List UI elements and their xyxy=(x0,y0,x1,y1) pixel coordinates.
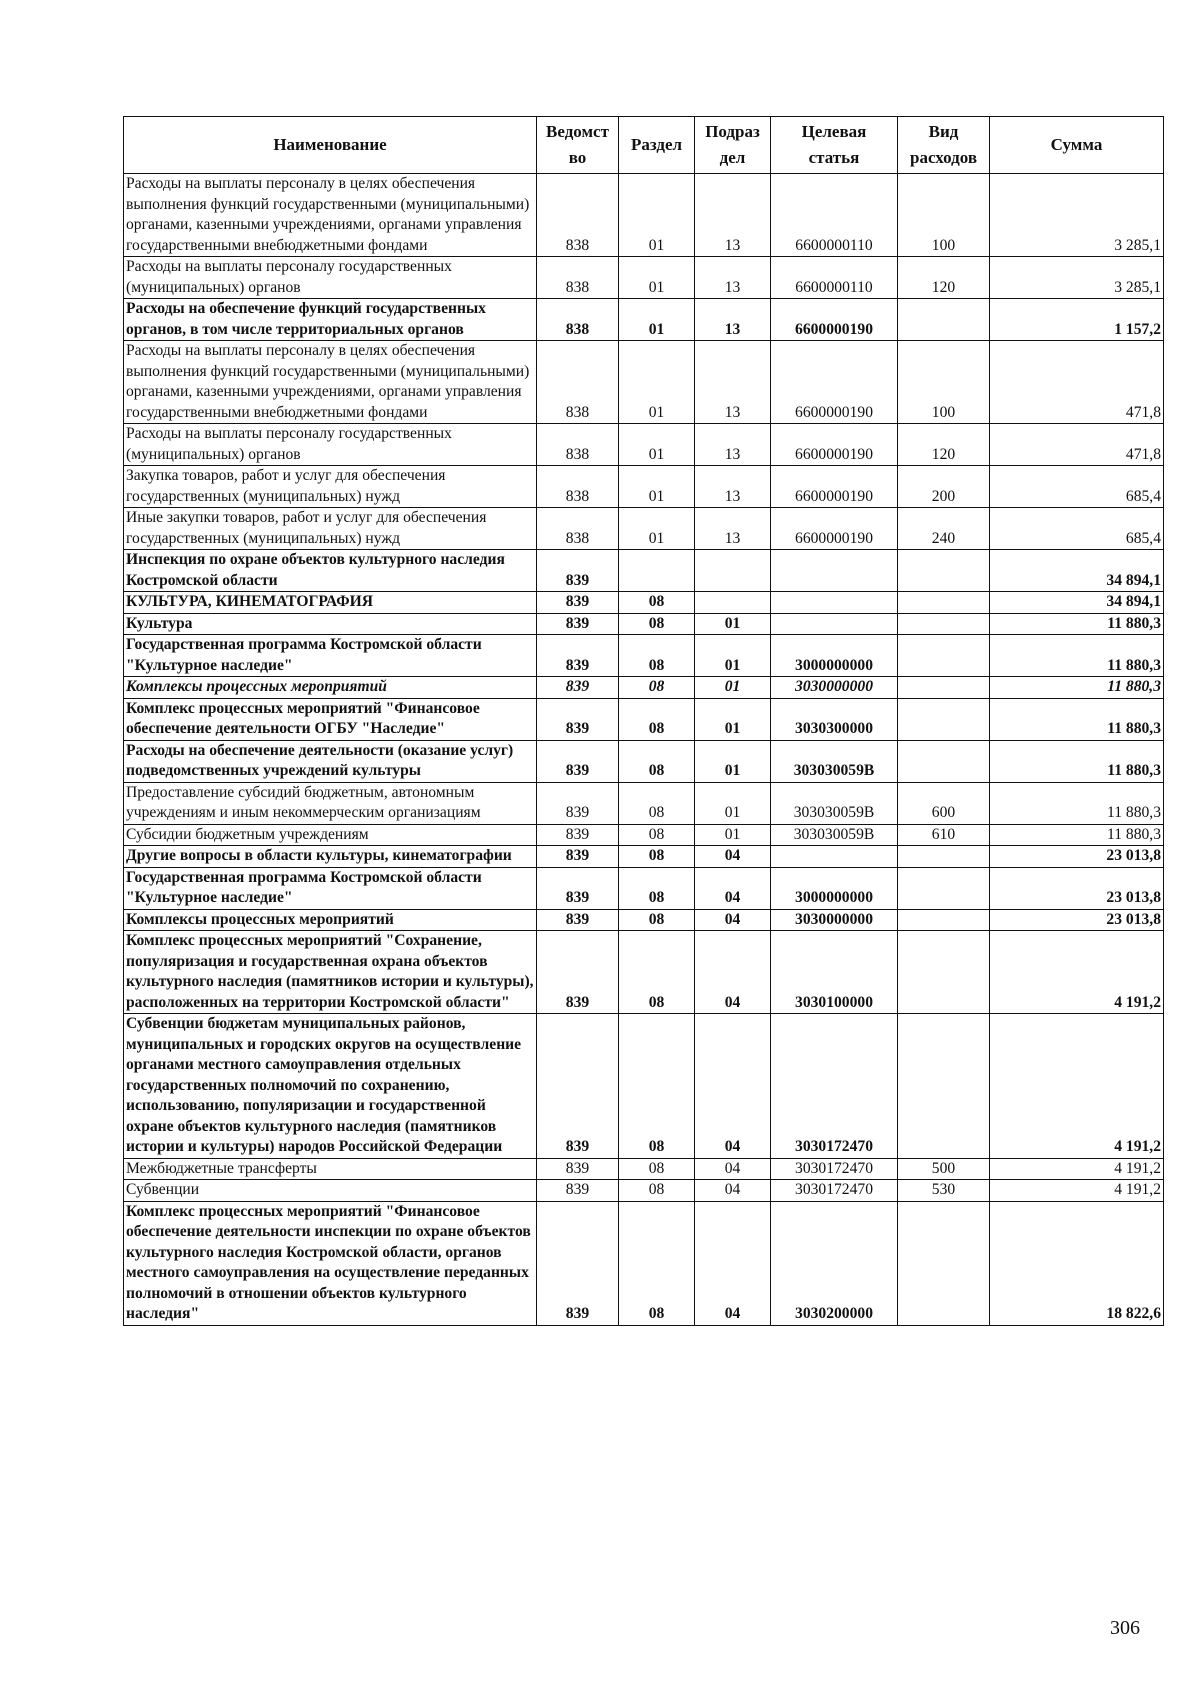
cell-celevaya-statya: 6600000190 xyxy=(771,299,898,341)
cell-vedomstvo: 839 xyxy=(537,867,619,909)
cell-celevaya-statya xyxy=(771,613,898,635)
cell-celevaya-statya xyxy=(771,846,898,868)
table-row xyxy=(124,257,1164,299)
table-row xyxy=(124,635,1164,677)
table-row xyxy=(124,846,1164,868)
cell-podrazdel: 13 xyxy=(695,508,771,550)
cell-summa: 34 894,1 xyxy=(990,550,1164,592)
cell-podrazdel xyxy=(695,550,771,592)
cell-name: Закупка товаров, работ и услуг для обеспечения государственных (муниципальных) нужд xyxy=(124,466,537,508)
cell-name: Расходы на выплаты персоналу в целях обеспечения выполнения функций государственными (муниципальными) органами, казенными учреждениями, органами управления государственными внебюджетными фондами xyxy=(124,341,537,424)
table-row xyxy=(124,824,1164,846)
cell-podrazdel: 04 xyxy=(695,1201,771,1325)
cell-razdel: 01 xyxy=(619,257,695,299)
cell-vid-rashodov xyxy=(898,677,990,699)
table-row xyxy=(124,1014,1164,1159)
cell-razdel: 08 xyxy=(619,1014,695,1159)
header-celevaya-statya: Целевая статья xyxy=(771,117,898,174)
cell-podrazdel: 04 xyxy=(695,1180,771,1202)
cell-razdel: 08 xyxy=(619,698,695,740)
table-row xyxy=(124,508,1164,550)
table-row xyxy=(124,341,1164,424)
cell-vid-rashodov xyxy=(898,550,990,592)
cell-vedomstvo: 839 xyxy=(537,909,619,931)
cell-podrazdel: 04 xyxy=(695,1014,771,1159)
cell-name: Расходы на обеспечение деятельности (оказание услуг) подведомственных учреждений культуры xyxy=(124,740,537,782)
table-row xyxy=(124,174,1164,257)
cell-vid-rashodov xyxy=(898,867,990,909)
cell-razdel: 08 xyxy=(619,782,695,824)
cell-podrazdel: 04 xyxy=(695,867,771,909)
cell-name: Субвенции xyxy=(124,1180,537,1202)
header-summa: Сумма xyxy=(990,117,1164,174)
table-row xyxy=(124,909,1164,931)
cell-vid-rashodov xyxy=(898,698,990,740)
cell-vedomstvo: 839 xyxy=(537,613,619,635)
cell-celevaya-statya: 6600000190 xyxy=(771,341,898,424)
table-row xyxy=(124,677,1164,699)
cell-summa: 23 013,8 xyxy=(990,846,1164,868)
cell-name: Комплекс процессных мероприятий "Финансовое обеспечение деятельности ОГБУ "Наследие" xyxy=(124,698,537,740)
cell-vedomstvo: 839 xyxy=(537,846,619,868)
cell-podrazdel: 04 xyxy=(695,1158,771,1180)
cell-summa: 11 880,3 xyxy=(990,698,1164,740)
cell-name: Межбюджетные трансферты xyxy=(124,1158,537,1180)
cell-name: Субсидии бюджетным учреждениям xyxy=(124,824,537,846)
cell-razdel: 08 xyxy=(619,613,695,635)
cell-summa: 23 013,8 xyxy=(990,867,1164,909)
cell-name: Государственная программа Костромской области "Культурное наследие" xyxy=(124,635,537,677)
cell-name: Другие вопросы в области культуры, кинематографии xyxy=(124,846,537,868)
cell-vid-rashodov xyxy=(898,1014,990,1159)
cell-vid-rashodov: 610 xyxy=(898,824,990,846)
cell-name: Расходы на выплаты персоналу государственных (муниципальных) органов xyxy=(124,424,537,466)
cell-podrazdel: 13 xyxy=(695,466,771,508)
cell-vid-rashodov xyxy=(898,592,990,614)
cell-celevaya-statya: 3000000000 xyxy=(771,867,898,909)
cell-celevaya-statya: 3030172470 xyxy=(771,1180,898,1202)
cell-summa: 4 191,2 xyxy=(990,931,1164,1014)
header-podrazdel: Подраз дел xyxy=(695,117,771,174)
cell-summa: 11 880,3 xyxy=(990,613,1164,635)
cell-vedomstvo: 838 xyxy=(537,508,619,550)
cell-vedomstvo: 838 xyxy=(537,174,619,257)
cell-podrazdel xyxy=(695,592,771,614)
cell-celevaya-statya: 303030059В xyxy=(771,782,898,824)
cell-summa: 18 822,6 xyxy=(990,1201,1164,1325)
cell-summa: 1 157,2 xyxy=(990,299,1164,341)
cell-vedomstvo: 839 xyxy=(537,1158,619,1180)
cell-celevaya-statya: 6600000110 xyxy=(771,257,898,299)
cell-summa: 3 285,1 xyxy=(990,257,1164,299)
cell-celevaya-statya: 3030172470 xyxy=(771,1158,898,1180)
cell-podrazdel: 01 xyxy=(695,824,771,846)
cell-summa: 11 880,3 xyxy=(990,677,1164,699)
cell-summa: 11 880,3 xyxy=(990,824,1164,846)
table-row xyxy=(124,698,1164,740)
cell-razdel xyxy=(619,550,695,592)
cell-podrazdel: 13 xyxy=(695,257,771,299)
cell-summa: 11 880,3 xyxy=(990,740,1164,782)
cell-podrazdel: 13 xyxy=(695,424,771,466)
cell-name: Государственная программа Костромской области "Культурное наследие" xyxy=(124,867,537,909)
cell-vedomstvo: 839 xyxy=(537,635,619,677)
cell-name: Комплекс процессных мероприятий "Финансовое обеспечение деятельности инспекции по охране объектов культурного наследия Костромской области, органов местного самоуправления на осуществление переданных полномочий в отношении объектов культурного наследия" xyxy=(124,1201,537,1325)
cell-summa: 11 880,3 xyxy=(990,635,1164,677)
cell-celevaya-statya: 6600000110 xyxy=(771,174,898,257)
cell-vedomstvo: 839 xyxy=(537,931,619,1014)
page-number: 306 xyxy=(1110,1617,1140,1639)
cell-summa: 471,8 xyxy=(990,424,1164,466)
cell-vedomstvo: 839 xyxy=(537,592,619,614)
cell-name: Расходы на выплаты персоналу в целях обеспечения выполнения функций государственными (муниципальными) органами, казенными учреждениями, органами управления государственными внебюджетными фондами xyxy=(124,174,537,257)
cell-podrazdel: 13 xyxy=(695,174,771,257)
cell-razdel: 01 xyxy=(619,341,695,424)
cell-summa: 11 880,3 xyxy=(990,782,1164,824)
cell-vid-rashodov: 120 xyxy=(898,424,990,466)
cell-celevaya-statya: 3000000000 xyxy=(771,635,898,677)
cell-summa: 685,4 xyxy=(990,466,1164,508)
cell-celevaya-statya: 3030000000 xyxy=(771,677,898,699)
header-vedomstvo: Ведомст во xyxy=(537,117,619,174)
cell-podrazdel: 13 xyxy=(695,341,771,424)
cell-razdel: 01 xyxy=(619,508,695,550)
cell-vid-rashodov: 100 xyxy=(898,174,990,257)
cell-name: Культура xyxy=(124,613,537,635)
cell-podrazdel: 01 xyxy=(695,782,771,824)
cell-summa: 4 191,2 xyxy=(990,1014,1164,1159)
cell-vedomstvo: 839 xyxy=(537,740,619,782)
cell-podrazdel: 01 xyxy=(695,698,771,740)
cell-vid-rashodov: 240 xyxy=(898,508,990,550)
cell-celevaya-statya: 3030000000 xyxy=(771,909,898,931)
cell-celevaya-statya xyxy=(771,592,898,614)
budget-table xyxy=(123,116,1164,1326)
cell-vid-rashodov xyxy=(898,909,990,931)
cell-summa: 471,8 xyxy=(990,341,1164,424)
cell-vid-rashodov xyxy=(898,635,990,677)
cell-vedomstvo: 839 xyxy=(537,782,619,824)
cell-vid-rashodov xyxy=(898,1201,990,1325)
cell-name: Комплексы процессных мероприятий xyxy=(124,909,537,931)
cell-celevaya-statya: 6600000190 xyxy=(771,424,898,466)
cell-celevaya-statya: 303030059В xyxy=(771,740,898,782)
cell-summa: 685,4 xyxy=(990,508,1164,550)
table-row xyxy=(124,740,1164,782)
table-row xyxy=(124,782,1164,824)
table-row xyxy=(124,550,1164,592)
cell-vid-rashodov: 120 xyxy=(898,257,990,299)
cell-razdel: 08 xyxy=(619,909,695,931)
cell-name: КУЛЬТУРА, КИНЕМАТОГРАФИЯ xyxy=(124,592,537,614)
cell-vedomstvo: 839 xyxy=(537,824,619,846)
header-name: Наименование xyxy=(124,117,537,174)
cell-podrazdel: 01 xyxy=(695,740,771,782)
cell-razdel: 08 xyxy=(619,1158,695,1180)
table-row xyxy=(124,931,1164,1014)
cell-celevaya-statya: 6600000190 xyxy=(771,508,898,550)
cell-razdel: 08 xyxy=(619,931,695,1014)
cell-vedomstvo: 838 xyxy=(537,257,619,299)
cell-razdel: 08 xyxy=(619,1180,695,1202)
cell-vid-rashodov xyxy=(898,846,990,868)
table-row xyxy=(124,613,1164,635)
cell-vid-rashodov xyxy=(898,740,990,782)
cell-razdel: 08 xyxy=(619,824,695,846)
cell-vedomstvo: 839 xyxy=(537,1014,619,1159)
cell-celevaya-statya: 6600000190 xyxy=(771,466,898,508)
header-vid-rashodov: Вид расходов xyxy=(898,117,990,174)
cell-vid-rashodov: 530 xyxy=(898,1180,990,1202)
table-row xyxy=(124,592,1164,614)
cell-vid-rashodov xyxy=(898,613,990,635)
cell-vedomstvo: 838 xyxy=(537,466,619,508)
cell-razdel: 08 xyxy=(619,846,695,868)
cell-razdel: 08 xyxy=(619,867,695,909)
table-header-row xyxy=(124,117,1164,174)
cell-podrazdel: 13 xyxy=(695,299,771,341)
cell-razdel: 08 xyxy=(619,592,695,614)
cell-podrazdel: 01 xyxy=(695,677,771,699)
cell-summa: 3 285,1 xyxy=(990,174,1164,257)
table-row xyxy=(124,1201,1164,1325)
cell-summa: 4 191,2 xyxy=(990,1180,1164,1202)
cell-vedomstvo: 839 xyxy=(537,550,619,592)
cell-razdel: 08 xyxy=(619,740,695,782)
cell-name: Расходы на обеспечение функций государственных органов, в том числе территориальных органов xyxy=(124,299,537,341)
cell-podrazdel: 04 xyxy=(695,846,771,868)
cell-vedomstvo: 839 xyxy=(537,698,619,740)
cell-razdel: 01 xyxy=(619,299,695,341)
table-row xyxy=(124,299,1164,341)
cell-name: Субвенции бюджетам муниципальных районов, муниципальных и городских округов на осуществление органами местного самоуправления отдельных государственных полномочий по сохранению, использованию, популяризации и государственной охране объектов культурного наследия (памятников истории и культуры) народов Российской Федерации xyxy=(124,1014,537,1159)
cell-razdel: 01 xyxy=(619,174,695,257)
cell-vedomstvo: 839 xyxy=(537,1180,619,1202)
table-row xyxy=(124,424,1164,466)
cell-vedomstvo: 839 xyxy=(537,1201,619,1325)
table-row xyxy=(124,1180,1164,1202)
cell-podrazdel: 01 xyxy=(695,635,771,677)
cell-razdel: 01 xyxy=(619,424,695,466)
cell-celevaya-statya: 3030172470 xyxy=(771,1014,898,1159)
cell-vedomstvo: 838 xyxy=(537,424,619,466)
cell-vid-rashodov xyxy=(898,931,990,1014)
cell-summa: 34 894,1 xyxy=(990,592,1164,614)
cell-name: Иные закупки товаров, работ и услуг для обеспечения государственных (муниципальных) нужд xyxy=(124,508,537,550)
table-row xyxy=(124,1158,1164,1180)
cell-razdel: 01 xyxy=(619,466,695,508)
cell-podrazdel: 01 xyxy=(695,613,771,635)
cell-razdel: 08 xyxy=(619,1201,695,1325)
cell-vid-rashodov: 500 xyxy=(898,1158,990,1180)
cell-celevaya-statya: 3030200000 xyxy=(771,1201,898,1325)
cell-podrazdel: 04 xyxy=(695,931,771,1014)
cell-razdel: 08 xyxy=(619,677,695,699)
cell-vid-rashodov: 600 xyxy=(898,782,990,824)
cell-celevaya-statya: 3030100000 xyxy=(771,931,898,1014)
cell-razdel: 08 xyxy=(619,635,695,677)
cell-vedomstvo: 838 xyxy=(537,299,619,341)
cell-vid-rashodov xyxy=(898,299,990,341)
cell-summa: 23 013,8 xyxy=(990,909,1164,931)
cell-podrazdel: 04 xyxy=(695,909,771,931)
cell-vedomstvo: 839 xyxy=(537,677,619,699)
cell-name: Расходы на выплаты персоналу государственных (муниципальных) органов xyxy=(124,257,537,299)
cell-name: Комплексы процессных мероприятий xyxy=(124,677,537,699)
cell-name: Инспекция по охране объектов культурного наследия Костромской области xyxy=(124,550,537,592)
cell-vid-rashodov: 200 xyxy=(898,466,990,508)
cell-vedomstvo: 838 xyxy=(537,341,619,424)
header-razdel: Раздел xyxy=(619,117,695,174)
cell-name: Комплекс процессных мероприятий "Сохранение, популяризация и государственная охрана объектов культурного наследия (памятников истории и культуры), расположенных на территории Костромской области" xyxy=(124,931,537,1014)
cell-vid-rashodov: 100 xyxy=(898,341,990,424)
cell-celevaya-statya: 3030300000 xyxy=(771,698,898,740)
cell-name: Предоставление субсидий бюджетным, автономным учреждениям и иным некоммерческим организациям xyxy=(124,782,537,824)
table-row xyxy=(124,867,1164,909)
cell-celevaya-statya xyxy=(771,550,898,592)
cell-summa: 4 191,2 xyxy=(990,1158,1164,1180)
table-body xyxy=(124,174,1164,1326)
table-row xyxy=(124,466,1164,508)
cell-celevaya-statya: 303030059В xyxy=(771,824,898,846)
